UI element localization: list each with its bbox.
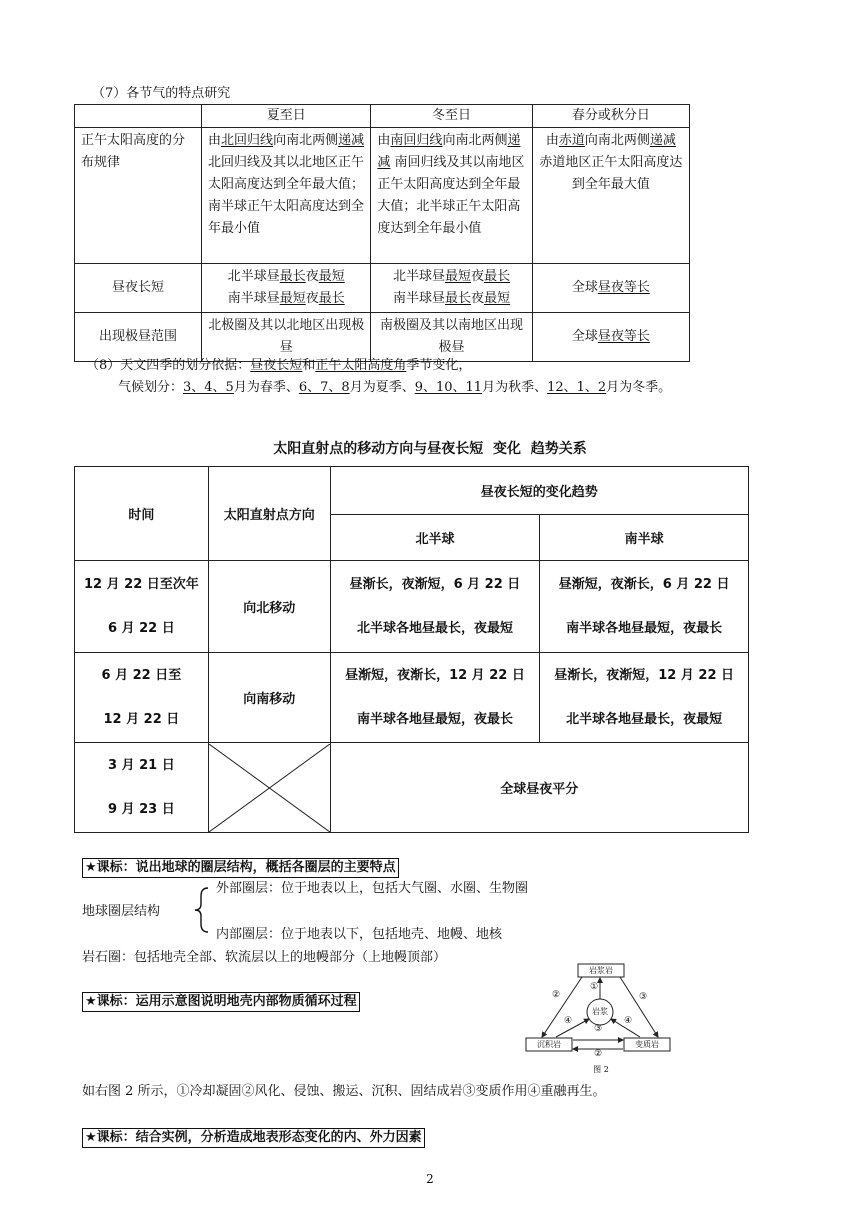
inner-layer-text: 内部圈层：位于地表以下，包括地壳、地幔、地核 <box>216 927 503 942</box>
solar-terms-table <box>74 104 690 362</box>
arrow-label: ④ <box>564 1016 573 1026</box>
table-cell: 向北移动 <box>208 561 330 653</box>
standard-box: ★课标：结合实例，分析造成地表形态变化的内、外力因素 <box>82 1128 425 1148</box>
table-cell: 全球昼夜平分 <box>330 743 748 833</box>
metamorphic-rock-label: 变质岩 <box>635 1040 659 1049</box>
section7-title: （7）各节气的特点研究 <box>92 86 231 101</box>
igneous-rock-label: 岩浆岩 <box>589 966 613 975</box>
standard-box: ★课标：运用示意图说明地壳内部物质循环过程 <box>82 992 360 1012</box>
table-cell: 昼渐短，夜渐长，12 月 22 日 南半球各地昼最短，夜最长 <box>330 653 540 743</box>
section8-line1: （8）天文四季的划分依据：昼夜长短和正午太阳高度角季节变化， <box>86 358 472 373</box>
table-header-cell: 夏至日 <box>202 105 371 128</box>
table-row <box>75 264 690 313</box>
brace-icon <box>192 886 212 934</box>
cross-lines <box>209 744 330 832</box>
table-header-cell: 南半球 <box>540 515 749 561</box>
figure-explanation: 如右图 2 所示，①冷却凝固②风化、侵蚀、搬运、沉积、固结成岩③变质作用④重融再生。 <box>82 1084 606 1099</box>
table-cell: 北极圈及其以北地区出现极昼 <box>202 313 371 362</box>
row-label: 昼夜长短 <box>75 264 202 313</box>
table-row <box>75 313 690 362</box>
outer-layer-text: 外部圈层：位于地表以上，包括大气圈、水圈、生物圈 <box>216 881 529 896</box>
table-header-cell: 时间 <box>75 467 209 561</box>
table-cell: 向南移动 <box>208 653 330 743</box>
table-cell: 昼渐长，夜渐短，6 月 22 日 北半球各地昼最长，夜最短 <box>330 561 540 653</box>
sedimentary-rock-label: 沉积岩 <box>537 1040 561 1049</box>
row-label: 正午太阳高度的分布规律 <box>75 128 202 264</box>
table-cell: 6 月 22 日至 12 月 22 日 <box>75 653 209 743</box>
table-header-cell: 冬至日 <box>371 105 532 128</box>
table-header-cell: 春分或秋分日 <box>532 105 689 128</box>
table-cell: 由赤道向南北两侧递减 赤道地区正午太阳高度达到全年最大值 <box>532 128 689 264</box>
rock-cycle-figure <box>514 960 684 1078</box>
direct-point-table <box>74 466 749 833</box>
rock-cycle-arrows <box>514 960 684 1078</box>
table-cell: 3 月 21 日 9 月 23 日 <box>75 743 209 833</box>
table-header-cell: 昼夜长短的变化趋势 <box>330 467 748 515</box>
row-label: 出现极昼范围 <box>75 313 202 362</box>
arrow-label: ③ <box>594 1024 603 1034</box>
arrow-label: ② <box>552 990 561 1000</box>
table-cell: 由北回归线向南北两侧递减 北回归线及其以北地区正午太阳高度达到全年最大值；南半球正午太阳高度达到全年最小值 <box>202 128 371 264</box>
table-cell: 北半球昼最长夜最短 南半球昼最短夜最长 <box>202 264 371 313</box>
figure-caption: 图 2 <box>593 1065 609 1074</box>
table-header-row <box>75 467 749 515</box>
table-header-row <box>75 105 690 128</box>
section8-line2: 气候划分：3、4、5月为春季、6、7、8月为夏季、9、10、11月为秋季、12、1、2月为冬季。 <box>118 380 672 395</box>
table-header-cell: 太阳直射点方向 <box>208 467 330 561</box>
table-row <box>75 561 749 653</box>
table-cell: 全球昼夜等长 <box>532 264 689 313</box>
arrow-label: ② <box>594 1049 603 1059</box>
table-row <box>75 743 749 833</box>
crossed-cell <box>208 743 330 833</box>
arrow-label: ③ <box>639 992 648 1002</box>
table-cell: 全球昼夜等长 <box>532 313 689 362</box>
table-header-cell: 北半球 <box>330 515 540 561</box>
table-cell: 昼渐短，夜渐长，6 月 22 日 南半球各地昼最短，夜最长 <box>540 561 749 653</box>
layer-structure-label: 地球圈层结构 <box>82 904 161 919</box>
standard-box: ★课标：说出地球的圈层结构，概括各圈层的主要特点 <box>82 858 399 878</box>
table-cell: 昼渐长，夜渐短，12 月 22 日 北半球各地昼最长，夜最短 <box>540 653 749 743</box>
table-row <box>75 653 749 743</box>
magma-label: 岩浆 <box>592 1007 608 1016</box>
arrow-label: ④ <box>624 1016 633 1026</box>
table-header-cell <box>75 105 202 128</box>
table-cell: 由南回归线向南北两侧递减 南回归线及其以南地区正午太阳高度达到全年最大值；北半球正午太阳高度达到全年最小值 <box>371 128 532 264</box>
table-cell: 北半球昼最短夜最长 南半球昼最长夜最短 <box>371 264 532 313</box>
table-cell: 12 月 22 日至次年 6 月 22 日 <box>75 561 209 653</box>
table2-title: 太阳直射点的移动方向与昼夜长短 变化 趋势关系 <box>273 441 587 457</box>
table-row <box>75 128 690 264</box>
page-number: 2 <box>426 1172 434 1186</box>
table-cell: 南极圈及其以南地区出现极昼 <box>371 313 532 362</box>
lithosphere-text: 岩石圈：包括地壳全部、软流层以上的地幔部分（上地幔顶部） <box>82 950 447 965</box>
arrow-label: ① <box>590 982 599 992</box>
